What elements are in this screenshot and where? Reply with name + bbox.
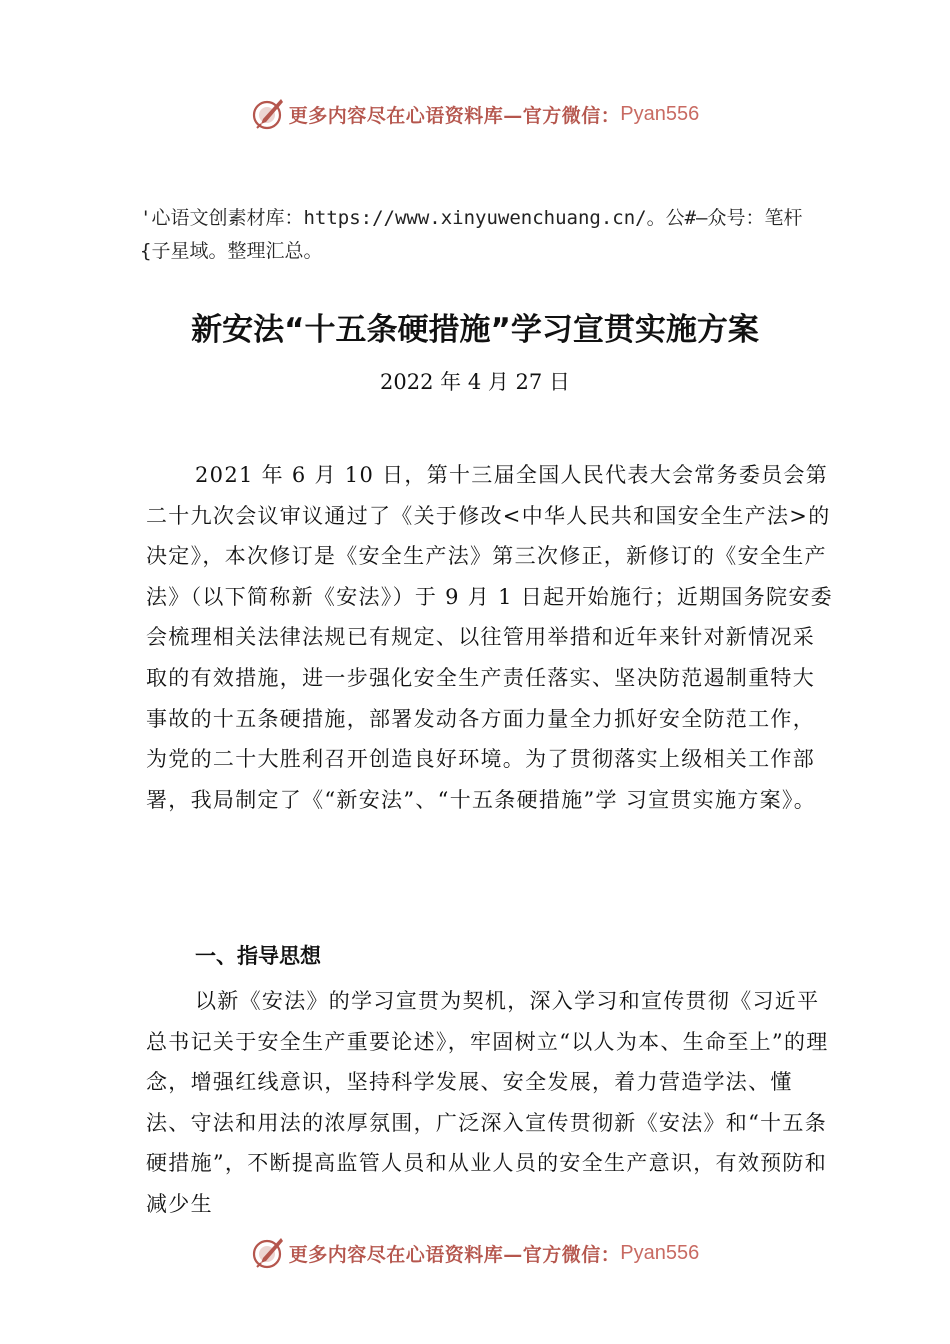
watermark-text: 更多内容尽在心语资料库—官方微信： bbox=[288, 1243, 621, 1266]
quill-pen-icon bbox=[251, 1236, 285, 1270]
watermark-wechat-id: Pyan556 bbox=[620, 1241, 700, 1264]
section-heading-guiding-ideology: 一、指导思想 bbox=[195, 944, 321, 968]
source-note: '心语文创素材库：https://www.xinyuwenchuang.cn/。公#—众号：笔杆{子星域。整理汇总。 bbox=[140, 207, 803, 262]
quill-pen-icon bbox=[251, 97, 285, 131]
header-watermark bbox=[0, 94, 950, 134]
watermark-text: 更多内容尽在心语资料库—官方微信： bbox=[288, 104, 621, 127]
footer-watermark bbox=[0, 1233, 950, 1273]
watermark-wechat-id: Pyan556 bbox=[620, 102, 700, 125]
document-date: 2022 年 4 月 27 日 bbox=[380, 370, 570, 394]
document-title: 新安法“十五条硬措施”学习宣贯实施方案 bbox=[191, 312, 759, 348]
paragraph-guiding-ideology: 以新《安法》的学习宣贯为契机，深入学习和宣传贯彻《习近平总书记关于安全生产重要论述》，牢固树立“以人为本、生命至上”的理念，增强红线意识，坚持科学发展、安全发展，着力营造学法、懂法、守法和用法的浓厚氛围，广泛深入宣传贯彻新《安法》和“十五条硬措施”，不断提高监管人员和从业人员的安全生产意识，有效预防和减少生 bbox=[146, 989, 829, 1216]
paragraph-intro: 2021 年 6 月 10 日，第十三届全国人民代表大会常务委员会第二十九次会议审议通过了《关于修改<中华人民共和国安全生产法>的决定》，本次修订是《安全生产法》第三次修正，新修订的《安全生产法》（以下简称新《安法》）于 9 月 1 日起开始施行；近期国务院安委会梳理相关法律法规已有规定、以往管用举措和近年来针对新情况采取的有效措施，进一步强化安全生产责任落实、坚决防范遏制重特大事故的十五条硬措施，部署发动各方面力量全力抓好安全防范工作，为党的二十大胜利召开创造良好环境。为了贯彻落实上级相关工作部署，我局制定了《“新安法”、“十五条硬措施”学 习宣贯实施方案》。 bbox=[146, 463, 833, 812]
